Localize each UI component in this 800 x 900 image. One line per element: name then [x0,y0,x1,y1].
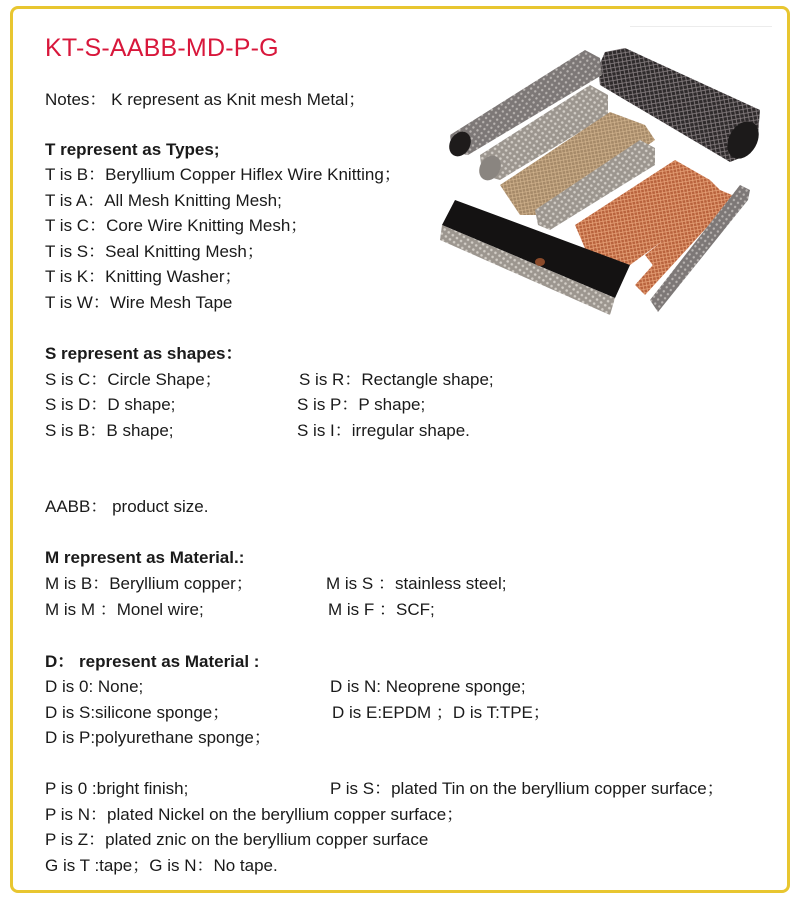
shapes-heading: S represent as shapes： [45,344,243,363]
type-item: T is K：Knitting Washer； [45,267,242,286]
type-item: T is W：Wire Mesh Tape [45,293,233,312]
sponge-item: D is E:EPDM ；D is T:TPE； [332,703,550,722]
sponge-item: D is P:polyurethane sponge； [45,728,271,747]
shape-item: S is I：irregular shape. [297,421,470,440]
material-item: M is B：Beryllium copper； [45,574,253,593]
plating-item: P is S：plated Tin on the beryllium copper surface； [330,779,724,798]
plating-item: P is Z：plated znic on the beryllium copper surface [45,830,429,849]
sponge-item: D is N: Neoprene sponge; [330,677,526,696]
type-item: T is C：Core Wire Knitting Mesh； [45,216,308,235]
sponge-item: D is S:silicone sponge； [45,703,230,722]
tape-item: G is T :tape；G is N：No tape. [45,856,278,875]
divider [630,26,772,27]
material-item: M is S ：stainless steel; [326,574,507,593]
material-d-heading: D： represent as Material : [45,652,260,671]
shape-item: S is B：B shape; [45,421,174,440]
product-code-title: KT-S-AABB-MD-P-G [45,34,279,62]
material-m-heading: M represent as Material.: [45,548,245,567]
sponge-item: D is 0: None; [45,677,144,696]
size-line: AABB： product size. [45,497,209,516]
plating-item: P is 0 :bright finish; [45,779,189,798]
shape-item: S is P：P shape; [297,395,426,414]
notes-line: Notes： K represent as Knit mesh Metal； [45,90,366,109]
shape-item: S is D：D shape; [45,395,176,414]
product-photo [440,40,770,340]
shape-item: S is C：Circle Shape； [45,370,222,389]
plating-item: P is N：plated Nickel on the beryllium copper surface； [45,805,464,824]
material-item: M is F ：SCF; [328,600,435,619]
shape-item: S is R：Rectangle shape; [299,370,494,389]
types-heading: T represent as Types; [45,140,220,159]
material-item: M is M ：Monel wire; [45,600,204,619]
type-item: T is S：Seal Knitting Mesh； [45,242,264,261]
type-item: T is B：Beryllium Copper Hiflex Wire Knitting； [45,165,401,184]
type-item: T is A：All Mesh Knitting Mesh; [45,191,282,210]
